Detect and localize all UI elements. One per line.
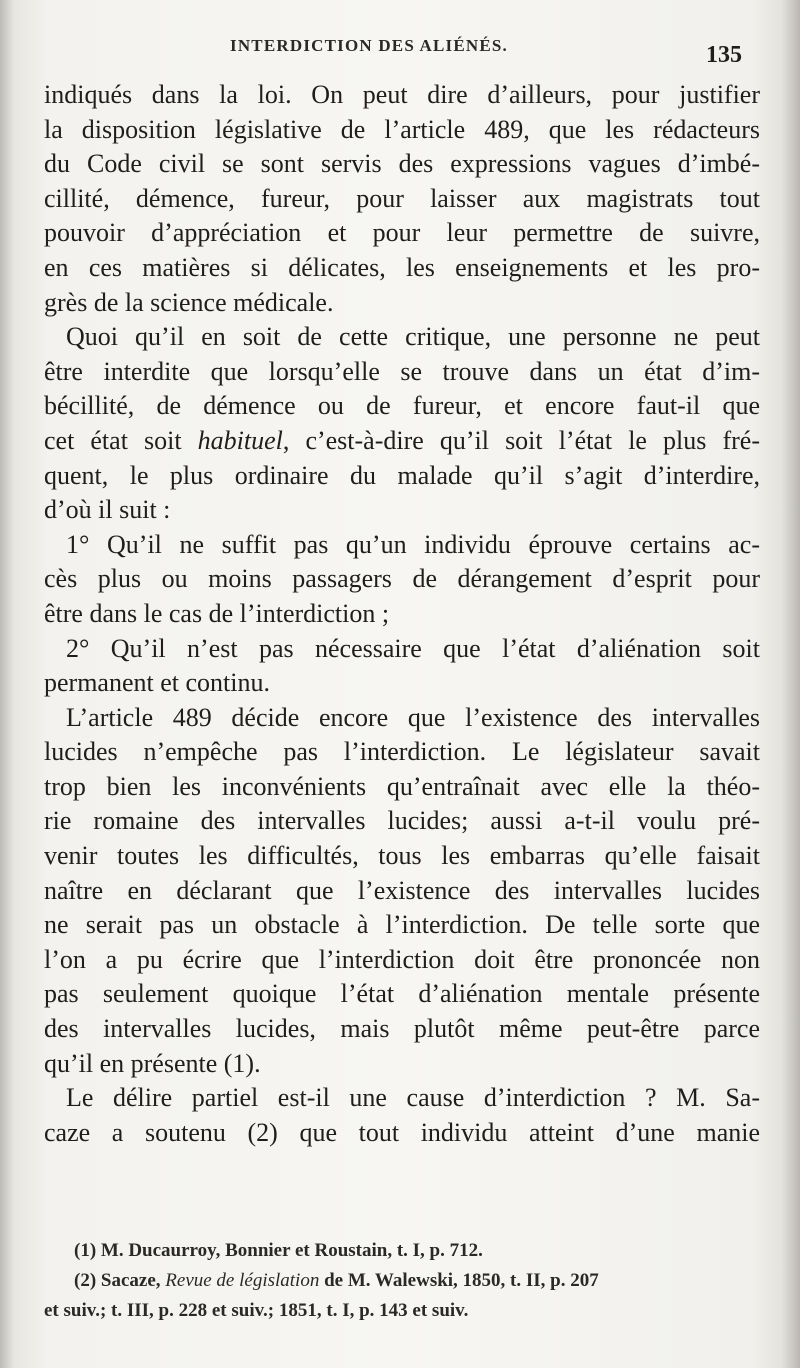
text-line: trop bien les inconvénients qu’entraînait avec elle la théo- (44, 771, 760, 801)
text-line: naître en déclarant que l’existence des intervalles lucides (44, 875, 760, 905)
running-title: INTERDICTION DES ALIÉNÉS. (230, 36, 508, 55)
text-line: permanent et continu. (44, 668, 270, 698)
text-line: pouvoir d’appréciation et pour leur permettre de suivre, (44, 218, 760, 248)
text-line: grès de la science médicale. (44, 287, 334, 317)
text-line: être dans le cas de l’interdiction ; (44, 598, 390, 628)
text-line: l’on a pu écrire que l’interdiction doit être prononcée non (44, 944, 760, 974)
text-line: d’où il suit : (44, 495, 171, 525)
text-line: 2° Qu’il n’est pas nécessaire que l’état d’aliénation soit (66, 633, 760, 663)
running-head (40, 30, 752, 66)
text-line: être interdite que lorsqu’elle se trouve dans un état d’im- (44, 356, 760, 386)
text-line: Le délire partiel est-il une cause d’interdiction ? M. Sa- (66, 1083, 760, 1113)
text-line: Quoi qu’il en soit de cette critique, une personne ne peut (66, 322, 760, 352)
text-line: cès plus ou moins passagers de dérangement d’esprit pour (44, 564, 760, 594)
footnote-segment: de M. Walewski, 1850, t. II, p. 207 (319, 1270, 599, 1291)
text-line: rie romaine des intervalles lucides; aussi a-t-il voulu pré- (44, 806, 760, 836)
text-line: des intervalles lucides, mais plutôt même peut-être parce (44, 1014, 760, 1044)
footnote-2 (44, 1266, 760, 1296)
text-line: ne serait pas un obstacle à l’interdiction. De telle sorte que (44, 910, 760, 940)
text-line: du Code civil se sont servis des expressions vagues d’imbé- (44, 149, 760, 179)
footnote-italic-title: Revue de législation (165, 1270, 320, 1291)
text-segment: cet état soit (44, 425, 198, 455)
text-line: pas seulement quoique l’état d’aliénation mentale présente (44, 979, 760, 1009)
italic-word: habituel (197, 425, 283, 455)
text-line-with-italic (44, 424, 760, 459)
text-segment: , c’est-à-dire qu’il soit l’état le plus fré- (282, 425, 760, 455)
main-text (44, 78, 760, 1150)
page-edge-shadow-right (782, 0, 800, 1368)
text-line: venir toutes les difficultés, tous les embarras qu’elle faisait (44, 841, 760, 871)
footnote-2-continued: et suiv.; t. III, p. 228 et suiv.; 1851, t. I, p. 143 et suiv. (44, 1300, 469, 1321)
page-number: 135 (706, 42, 742, 68)
text-line: cillité, démence, fureur, pour laisser aux magistrats tout (44, 183, 760, 213)
page-edge-shadow-left (0, 0, 14, 1368)
text-line: L’article 489 décide encore que l’existence des intervalles (66, 702, 760, 732)
text-line: caze a soutenu (2) que tout individu atteint d’une manie (44, 1117, 760, 1147)
footnote-segment: (2) Sacaze, (74, 1270, 166, 1291)
footnote-1: (1) M. Ducaurroy, Bonnier et Roustain, t. I, p. 712. (74, 1240, 483, 1261)
text-line: bécillité, de démence ou de fureur, et encore faut-il que (44, 391, 760, 421)
text-line: lucides n’empêche pas l’interdiction. Le législateur savait (44, 737, 760, 767)
text-line: qu’il en présente (1). (44, 1048, 261, 1078)
text-line: la disposition législative de l’article 489, que les rédacteurs (44, 114, 760, 144)
text-line: 1° Qu’il ne suffit pas qu’un individu éprouve certains ac- (66, 529, 760, 559)
text-line: quent, le plus ordinaire du malade qu’il s’agit d’interdire, (44, 460, 760, 490)
footnotes (44, 1236, 760, 1326)
text-line: en ces matières si délicates, les enseignements et les pro- (44, 252, 760, 282)
text-line: indiqués dans la loi. On peut dire d’ailleurs, pour justifier (44, 80, 760, 109)
